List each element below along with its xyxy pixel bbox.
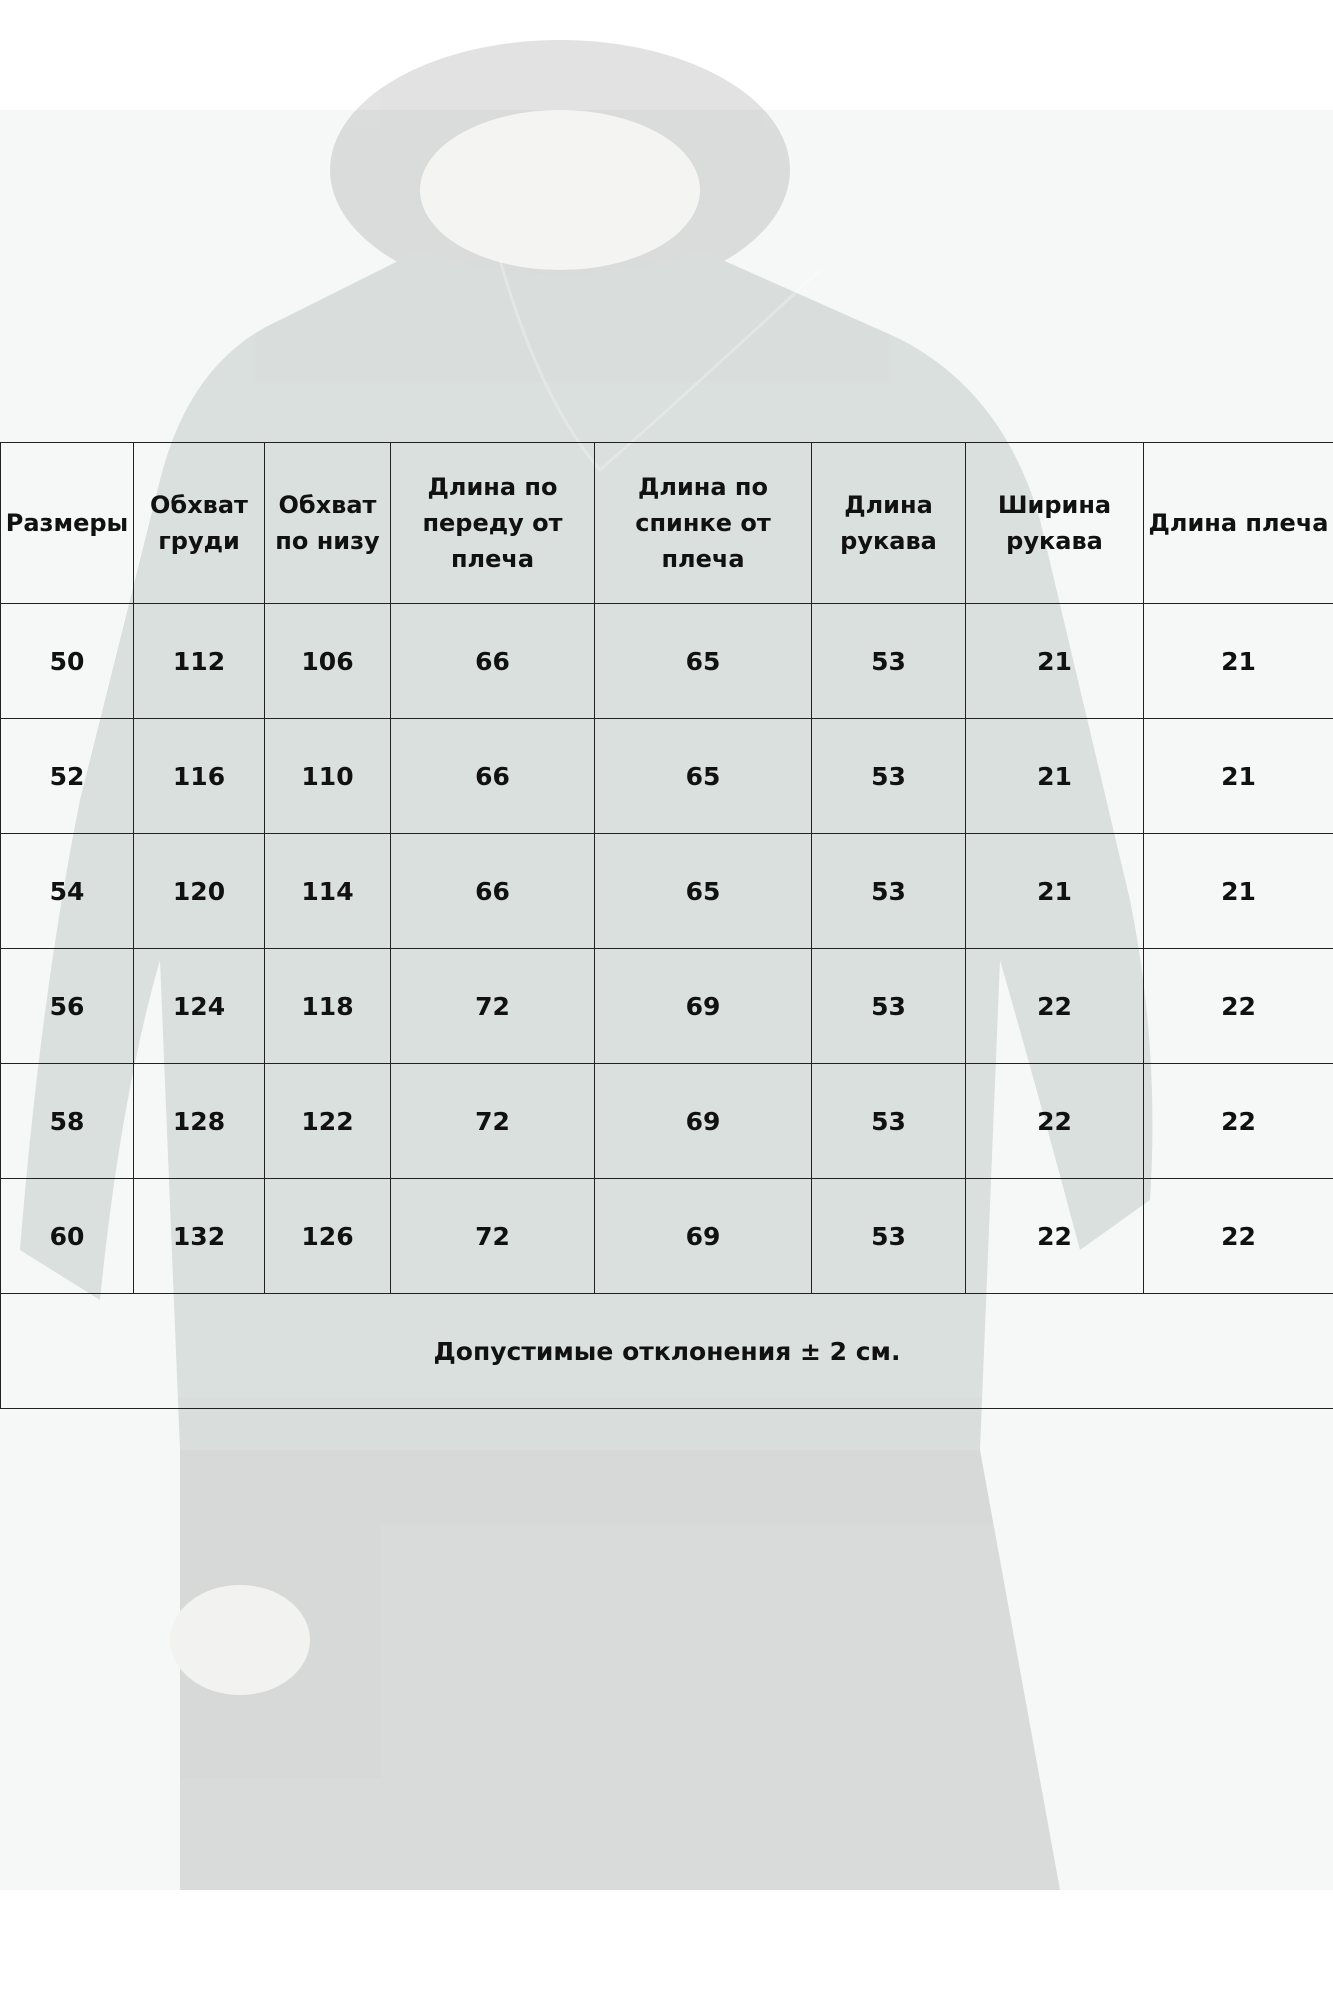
header-cell: Длина рукава — [812, 443, 966, 604]
table-cell: 53 — [812, 719, 966, 834]
table-cell: 22 — [1144, 1179, 1333, 1294]
table-cell: 126 — [265, 1179, 391, 1294]
table-cell: 22 — [1144, 949, 1333, 1064]
header-cell: Обхват груди — [134, 443, 265, 604]
table-cell: 69 — [595, 1179, 812, 1294]
table-cell: 112 — [134, 604, 265, 719]
table-row — [1, 719, 1333, 834]
table-cell: 72 — [391, 1064, 595, 1179]
table-cell: 124 — [134, 949, 265, 1064]
table-row — [1, 1064, 1333, 1179]
header-cell: Ширина рукава — [966, 443, 1144, 604]
size-cell: 54 — [1, 834, 134, 949]
size-cell: 60 — [1, 1179, 134, 1294]
table-cell: 22 — [1144, 1064, 1333, 1179]
table-cell: 21 — [966, 834, 1144, 949]
table-cell: 69 — [595, 949, 812, 1064]
table-cell: 66 — [391, 604, 595, 719]
table-cell: 132 — [134, 1179, 265, 1294]
table-row — [1, 604, 1333, 719]
size-cell: 50 — [1, 604, 134, 719]
table-cell: 72 — [391, 1179, 595, 1294]
table-cell: 122 — [265, 1064, 391, 1179]
table-row — [1, 949, 1333, 1064]
header-cell: Длина по переду от плеча — [391, 443, 595, 604]
table-cell: 22 — [966, 1179, 1144, 1294]
table-cell: 53 — [812, 834, 966, 949]
table-cell: 106 — [265, 604, 391, 719]
table-cell: 116 — [134, 719, 265, 834]
header-cell: Длина плеча — [1144, 443, 1333, 604]
size-cell: 56 — [1, 949, 134, 1064]
table-row — [1, 1179, 1333, 1294]
table-cell: 120 — [134, 834, 265, 949]
note-row — [1, 1294, 1333, 1409]
size-chart-table — [0, 442, 1333, 1409]
table-cell: 65 — [595, 719, 812, 834]
table-cell: 53 — [812, 949, 966, 1064]
table-cell: 69 — [595, 1064, 812, 1179]
table-cell: 66 — [391, 834, 595, 949]
table-cell: 72 — [391, 949, 595, 1064]
table-cell: 53 — [812, 1179, 966, 1294]
table-row — [1, 834, 1333, 949]
table-cell: 21 — [1144, 604, 1333, 719]
size-cell: 52 — [1, 719, 134, 834]
table-cell: 22 — [966, 1064, 1144, 1179]
size-cell: 58 — [1, 1064, 134, 1179]
table-cell: 118 — [265, 949, 391, 1064]
table-cell: 22 — [966, 949, 1144, 1064]
table-cell: 66 — [391, 719, 595, 834]
tolerance-note: Допустимые отклонения ± 2 см. — [1, 1294, 1333, 1409]
header-cell: Размеры — [1, 443, 134, 604]
table-cell: 65 — [595, 604, 812, 719]
table-cell: 65 — [595, 834, 812, 949]
table-cell: 21 — [1144, 834, 1333, 949]
header-cell: Длина по спинке от плеча — [595, 443, 812, 604]
table-cell: 110 — [265, 719, 391, 834]
table-cell: 53 — [812, 1064, 966, 1179]
header-row — [1, 443, 1333, 604]
table-cell: 53 — [812, 604, 966, 719]
table-cell: 21 — [966, 719, 1144, 834]
header-cell: Обхват по низу — [265, 443, 391, 604]
table-cell: 21 — [966, 604, 1144, 719]
table-cell: 114 — [265, 834, 391, 949]
table-cell: 128 — [134, 1064, 265, 1179]
table-cell: 21 — [1144, 719, 1333, 834]
